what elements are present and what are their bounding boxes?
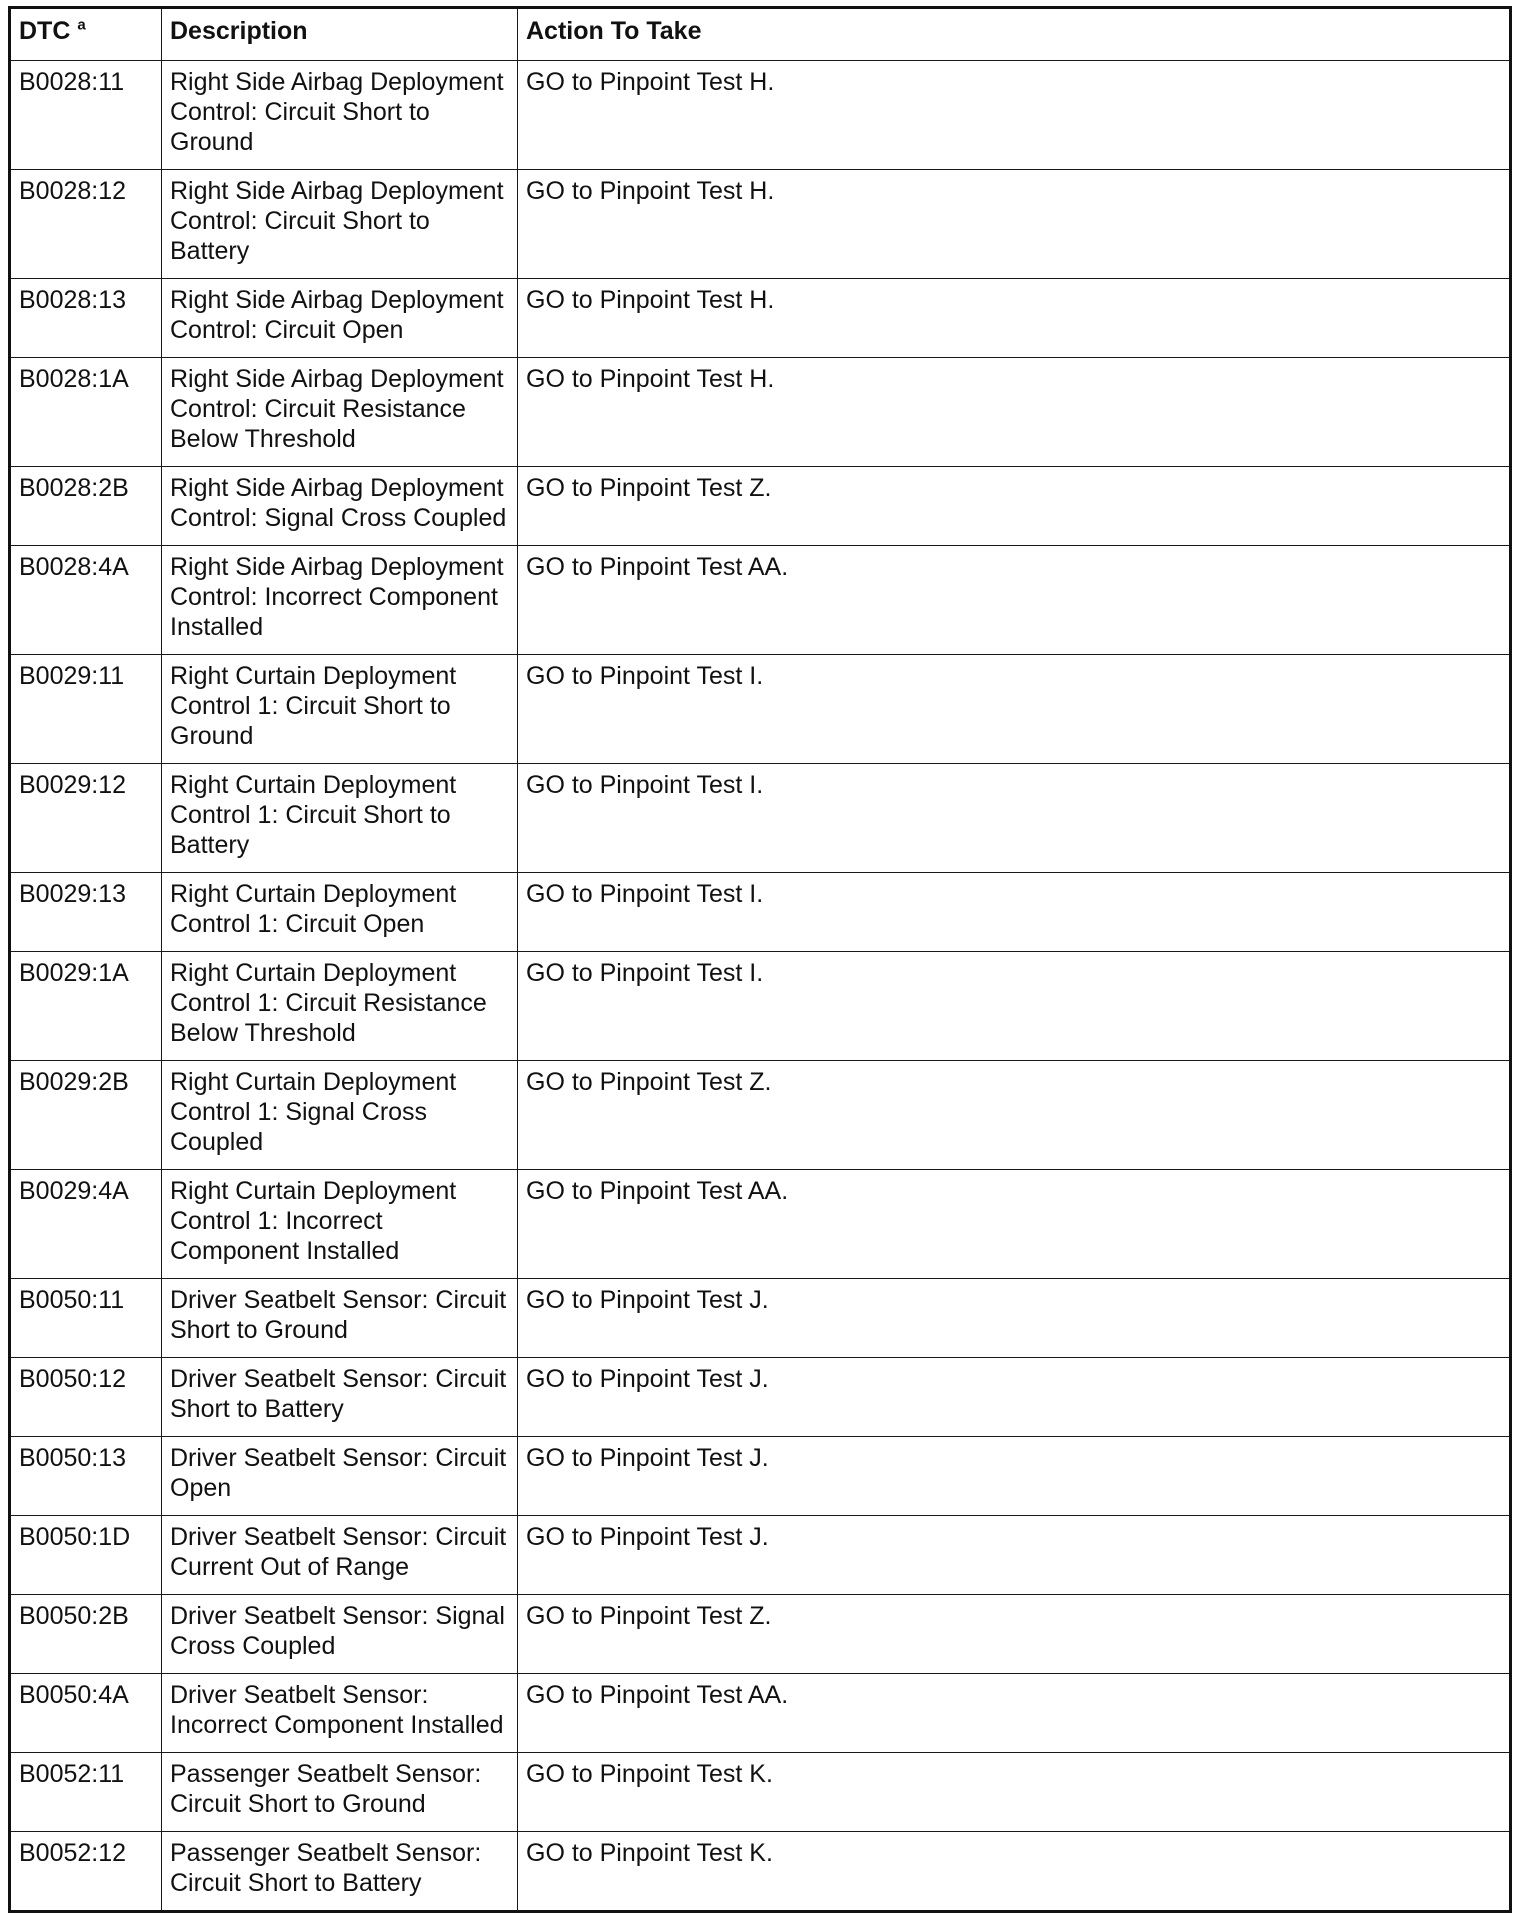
cell-action: GO to Pinpoint Test K. <box>518 1832 1511 1912</box>
table-row <box>10 467 1511 546</box>
cell-action: GO to Pinpoint Test I. <box>518 952 1511 1061</box>
cell-action: GO to Pinpoint Test I. <box>518 764 1511 873</box>
cell-action: GO to Pinpoint Test H. <box>518 170 1511 279</box>
cell-dtc: B0028:4A <box>10 546 162 655</box>
cell-dtc: B0028:13 <box>10 279 162 358</box>
cell-action: GO to Pinpoint Test Z. <box>518 1595 1511 1674</box>
cell-action: GO to Pinpoint Test Z. <box>518 1061 1511 1170</box>
cell-dtc: B0050:4A <box>10 1674 162 1753</box>
cell-action: GO to Pinpoint Test I. <box>518 655 1511 764</box>
table-row <box>10 546 1511 655</box>
cell-description: Passenger Seatbelt Sensor: Circuit Short to Ground <box>162 1753 518 1832</box>
cell-action: GO to Pinpoint Test Z. <box>518 467 1511 546</box>
cell-description: Right Curtain Deployment Control 1: Circuit Open <box>162 873 518 952</box>
cell-dtc: B0028:1A <box>10 358 162 467</box>
cell-description: Driver Seatbelt Sensor: Circuit Short to Battery <box>162 1358 518 1437</box>
cell-dtc: B0028:11 <box>10 61 162 170</box>
cell-description: Driver Seatbelt Sensor: Signal Cross Coupled <box>162 1595 518 1674</box>
cell-description: Right Curtain Deployment Control 1: Circuit Resistance Below Threshold <box>162 952 518 1061</box>
cell-dtc: B0052:11 <box>10 1753 162 1832</box>
cell-action: GO to Pinpoint Test H. <box>518 61 1511 170</box>
table-row <box>10 1437 1511 1516</box>
table-row <box>10 873 1511 952</box>
table-row <box>10 1674 1511 1753</box>
cell-description: Right Curtain Deployment Control 1: Incorrect Component Installed <box>162 1170 518 1279</box>
cell-dtc: B0028:2B <box>10 467 162 546</box>
cell-description: Right Curtain Deployment Control 1: Circuit Short to Battery <box>162 764 518 873</box>
cell-action: GO to Pinpoint Test K. <box>518 1753 1511 1832</box>
cell-dtc: B0050:13 <box>10 1437 162 1516</box>
cell-action: GO to Pinpoint Test J. <box>518 1437 1511 1516</box>
cell-action: GO to Pinpoint Test AA. <box>518 546 1511 655</box>
cell-description: Driver Seatbelt Sensor: Circuit Short to Ground <box>162 1279 518 1358</box>
cell-action: GO to Pinpoint Test AA. <box>518 1674 1511 1753</box>
table-row <box>10 1832 1511 1912</box>
table-row <box>10 952 1511 1061</box>
header-dtc-footnote: a <box>77 16 86 34</box>
table-header-row <box>10 8 1511 61</box>
cell-action: GO to Pinpoint Test H. <box>518 279 1511 358</box>
cell-dtc: B0029:4A <box>10 1170 162 1279</box>
cell-dtc: B0050:11 <box>10 1279 162 1358</box>
table-row <box>10 358 1511 467</box>
cell-description: Right Side Airbag Deployment Control: Circuit Short to Battery <box>162 170 518 279</box>
cell-description: Right Side Airbag Deployment Control: Incorrect Component Installed <box>162 546 518 655</box>
table-row <box>10 1061 1511 1170</box>
header-description: Description <box>162 8 518 61</box>
table-row <box>10 1595 1511 1674</box>
table-row <box>10 1358 1511 1437</box>
table-row <box>10 1170 1511 1279</box>
cell-dtc: B0029:12 <box>10 764 162 873</box>
table-row <box>10 764 1511 873</box>
cell-action: GO to Pinpoint Test J. <box>518 1279 1511 1358</box>
cell-dtc: B0050:1D <box>10 1516 162 1595</box>
cell-action: GO to Pinpoint Test J. <box>518 1516 1511 1595</box>
cell-description: Right Curtain Deployment Control 1: Circuit Short to Ground <box>162 655 518 764</box>
table-row <box>10 61 1511 170</box>
cell-description: Driver Seatbelt Sensor: Incorrect Component Installed <box>162 1674 518 1753</box>
table-row <box>10 170 1511 279</box>
cell-action: GO to Pinpoint Test J. <box>518 1358 1511 1437</box>
header-action: Action To Take <box>518 8 1511 61</box>
dtc-table <box>8 6 1512 1913</box>
table-row <box>10 1279 1511 1358</box>
cell-description: Right Side Airbag Deployment Control: Circuit Short to Ground <box>162 61 518 170</box>
cell-action: GO to Pinpoint Test H. <box>518 358 1511 467</box>
cell-dtc: B0029:2B <box>10 1061 162 1170</box>
cell-description: Right Curtain Deployment Control 1: Signal Cross Coupled <box>162 1061 518 1170</box>
cell-dtc: B0028:12 <box>10 170 162 279</box>
table-row <box>10 279 1511 358</box>
header-dtc-label: DTC <box>19 17 71 45</box>
cell-description: Driver Seatbelt Sensor: Circuit Open <box>162 1437 518 1516</box>
cell-action: GO to Pinpoint Test I. <box>518 873 1511 952</box>
cell-action: GO to Pinpoint Test AA. <box>518 1170 1511 1279</box>
cell-dtc: B0029:11 <box>10 655 162 764</box>
cell-dtc: B0029:1A <box>10 952 162 1061</box>
cell-description: Right Side Airbag Deployment Control: Circuit Open <box>162 279 518 358</box>
cell-dtc: B0052:12 <box>10 1832 162 1912</box>
cell-description: Driver Seatbelt Sensor: Circuit Current Out of Range <box>162 1516 518 1595</box>
table-row <box>10 655 1511 764</box>
header-dtc <box>10 8 162 61</box>
cell-dtc: B0029:13 <box>10 873 162 952</box>
table-row <box>10 1753 1511 1832</box>
cell-description: Right Side Airbag Deployment Control: Circuit Resistance Below Threshold <box>162 358 518 467</box>
cell-description: Passenger Seatbelt Sensor: Circuit Short to Battery <box>162 1832 518 1912</box>
cell-dtc: B0050:2B <box>10 1595 162 1674</box>
cell-dtc: B0050:12 <box>10 1358 162 1437</box>
cell-description: Right Side Airbag Deployment Control: Signal Cross Coupled <box>162 467 518 546</box>
table-row <box>10 1516 1511 1595</box>
